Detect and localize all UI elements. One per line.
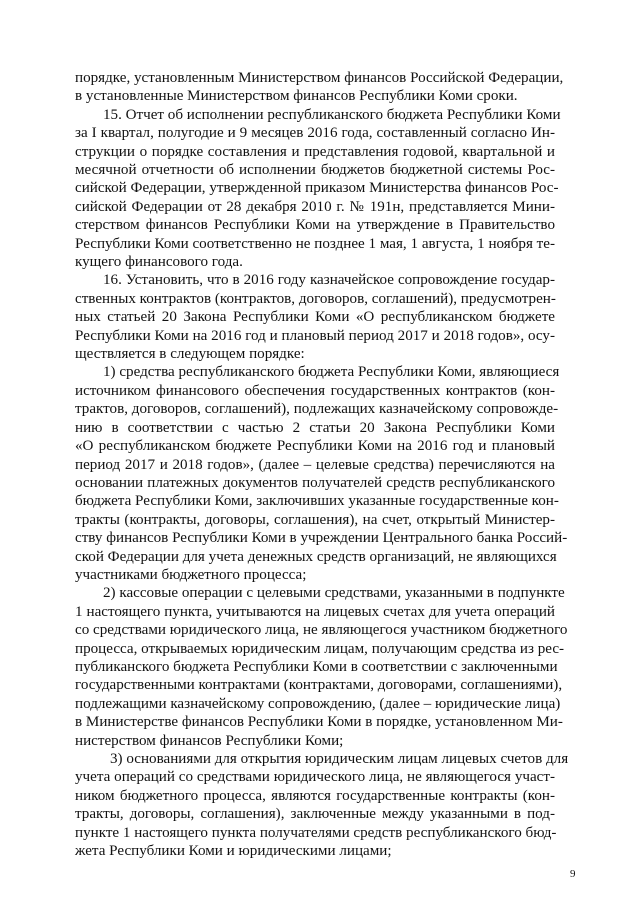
text-line: ных статьей 20 Закона Республики Коми «О республиканском бюджете (75, 309, 555, 326)
text-line: нию в соответствии с частью 2 статьи 20 Закона Республики Коми (75, 419, 555, 436)
text-line: 1 настоящего пункта, учитываются на лицевых счетах для учета операций (75, 603, 555, 620)
text-line: ществляется в следующем порядке: (75, 346, 305, 363)
text-line: месячной отчетности об исполнении бюджетов бюджетной системы Рос- (75, 162, 555, 179)
text-line: процесса, открываемых юридическим лицам, получающим средства из рес- (75, 640, 565, 657)
text-line: кущего финансового года. (75, 254, 243, 271)
text-line: период 2017 и 2018 годов», (далее – целевые средства) перечисляются на (75, 456, 555, 473)
text-line: тракты, договоры, соглашения), заключенные между указанными в под- (75, 806, 555, 823)
text-line: подлежащими казначейскому сопровождению, (далее – юридические лица) (75, 695, 561, 712)
page-number: 9 (570, 868, 576, 880)
text-line: государственными контрактами (контрактами, договорами, соглашениями), (75, 677, 563, 694)
text-line: 3) основаниями для открытия юридическим лицам лицевых счетов для (110, 750, 569, 767)
text-line: со средствами юридического лица, не являющегося участником бюджетного (75, 622, 568, 639)
text-line: за I квартал, полугодие и 9 месяцев 2016 года, составленный согласно Ин- (75, 125, 555, 142)
text-line: бюджета Республики Коми, заключивших указанные государственные кон- (75, 493, 559, 510)
text-line: источником финансового обеспечения государственных контрактов (кон- (75, 382, 555, 399)
text-line: 15. Отчет об исполнении республиканского бюджета Республики Коми (103, 106, 561, 123)
text-line: 2) кассовые операции с целевыми средствами, указанными в подпункте (103, 585, 565, 602)
text-line: сийской Федерации от 28 декабря 2010 г. № 191н, представляется Мини- (75, 198, 555, 215)
text-line: струкции о порядке составления и представления годовой, квартальной и (75, 143, 555, 160)
text-line: 1) средства республиканского бюджета Республики Коми, являющиеся (103, 364, 560, 381)
text-line: тракты (контракты, договоры, соглашения), на счет, открытый Министер- (75, 511, 555, 528)
text-line: Республики Коми на 2016 год и плановый период 2017 и 2018 годов», осу- (75, 327, 555, 344)
text-line: в установленные Министерством финансов Республики Коми сроки. (75, 88, 518, 105)
text-line: учета операций со средствами юридического лица, не являющегося участ- (75, 769, 555, 786)
text-line: основании платежных документов получателей средств республиканского (75, 474, 555, 491)
text-line: пункте 1 настоящего пункта получателями средств республиканского бюд- (75, 824, 557, 841)
text-line: ской Федерации для учета денежных средств организаций, не являющихся (75, 548, 557, 565)
text-line: ству финансов Республики Коми в учреждении Центрального банка Россий- (75, 530, 568, 547)
text-line: публиканского бюджета Республики Коми в соответствии с заключенными (75, 658, 558, 675)
text-line: «О республиканском бюджете Республики Коми на 2016 год и плановый (75, 438, 555, 455)
text-line: ником бюджетного процесса, являются государственные контракты (кон- (75, 787, 555, 804)
text-line: в Министерстве финансов Республики Коми в порядке, установленном Ми- (75, 714, 563, 731)
text-line: 16. Установить, что в 2016 году казначейское сопровождение государ- (103, 272, 555, 289)
text-line: трактов, договоров, соглашений), подлежащих казначейскому сопровожде- (75, 401, 559, 418)
text-line: ственных контрактов (контрактов, договоров, соглашений), предусмотрен- (75, 290, 556, 307)
text-line: жета Республики Коми и юридическими лицами; (75, 843, 392, 859)
text-line: нистерством финансов Республики Коми; (75, 732, 344, 749)
text-line: Республики Коми соответственно не позднее 1 мая, 1 августа, 1 ноября те- (75, 235, 555, 252)
text-line: стерством финансов Республики Коми на утверждение в Правительство (75, 217, 555, 234)
text-line: участниками бюджетного процесса; (75, 566, 307, 583)
text-line: порядке, установленным Министерством финансов Российской Федерации, (75, 70, 564, 86)
text-line: сийской Федерации, утвержденной приказом Министерства финансов Рос- (75, 180, 559, 197)
